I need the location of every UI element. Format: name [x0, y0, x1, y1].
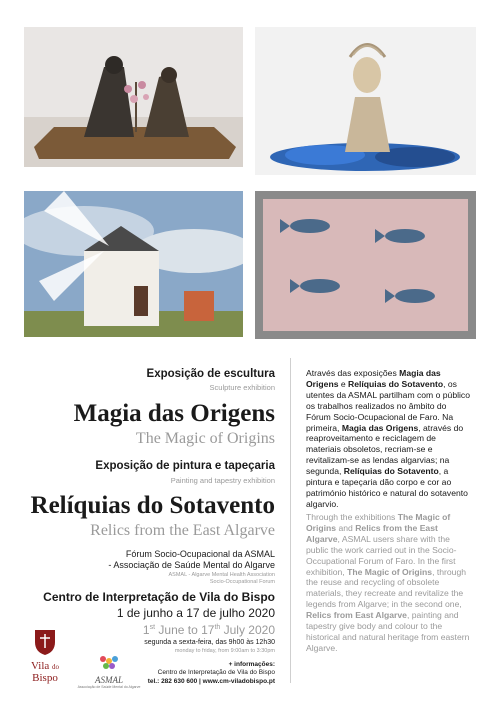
description-pt: Através das exposições Magia das Origens e Relíquias do Sotavento, os utentes da ASMAL partilham com o público os trabalhos realizados no âmbito do Fórum Socio-Ocupacional de Faro. Na primeira, Magia das Origens, através do reaproveitamento e reciclagem de materiais obsoletos, recriam-se e revitalizam-se as lendas algarvias; na segunda, Relíquias do Sotavento, a pintura e tapeçaria dão corpo e cor ao património histórico e natural do sotavento algarvio.: [306, 368, 471, 509]
shield-icon: [33, 628, 57, 656]
info-contact[interactable]: tel.: 282 630 600 | www.cm-viladobispo.pt: [147, 678, 275, 685]
asmal-logo: [70, 652, 148, 692]
asmal-wordmark: ASMAL: [95, 675, 123, 685]
asmal-subtitle: Associação de Saúde Mental do Algarve: [77, 685, 141, 689]
info-title: + informações:: [228, 661, 275, 668]
sculpture-exhibition-label-en: Sculpture exhibition: [209, 383, 275, 392]
town-word-1: Vila: [30, 660, 50, 672]
town-word-2: do: [52, 663, 60, 671]
organizer-line-2: - Associação de Saúde Mental do Algarve: [108, 560, 275, 570]
vila-do-bispo-logo: [24, 628, 66, 688]
venue-name: Centro de Interpretação de Vila do Bispo: [43, 590, 275, 604]
title-reliquias-do-sotavento: Relíquias do Sotavento: [30, 492, 275, 519]
dates-pt: 1 de junho a 17 de julho 2020: [116, 606, 275, 620]
title-magic-of-origins: The Magic of Origins: [135, 430, 275, 447]
organizer-en-2: Socio-Occupational Forum: [209, 579, 275, 585]
description-en: Through the exhibitions The Magic of Origins and Relics from the East Algarve, ASMAL users share with the public the work carried out in the Socio-Occupational Forum of Faro. In the first exhibition, The Magic of Origins, through the reuse and recycling of obsolete materials, they recreate and revitalize the legends from Algarve; in the second one, Relics from East Algarve, painting and tapestry give body and colour to the historical and natural heritage from eastern Algarve.: [306, 512, 470, 653]
info-place: Centro de Interpretação de Vila do Bispo: [157, 669, 275, 676]
painting-exhibition-label-en: Painting and tapestry exhibition: [170, 476, 275, 485]
title-relics-east-algarve: Relics from the East Algarve: [90, 522, 275, 539]
photo-sculpture-figures: [24, 27, 243, 167]
flower-icon: [94, 652, 124, 670]
organizer-en-1: ASMAL - Algarve Mental Health Association: [168, 572, 275, 578]
sculpture-exhibition-label: Exposição de escultura: [146, 368, 275, 380]
photo-fish-mosaic: [255, 191, 476, 339]
opening-hours-pt: segunda a sexta-feira, das 9h00 às 12h30: [144, 639, 275, 646]
photo-sculpture-woman: [255, 27, 476, 175]
dates-en: 1st June to 17th July 2020: [142, 623, 275, 637]
organizer-line-1: Fórum Socio-Ocupacional da ASMAL: [125, 549, 275, 559]
photo-windmill-painting: [24, 191, 243, 337]
opening-hours-en: monday to friday, from 9:00am to 3:30pm: [174, 648, 275, 654]
painting-exhibition-label: Exposição de pintura e tapeçaria: [95, 460, 275, 472]
title-magia-das-origens: Magia das Origens: [73, 400, 275, 427]
town-word-3: Bispo: [32, 672, 58, 684]
column-divider: [290, 358, 291, 683]
